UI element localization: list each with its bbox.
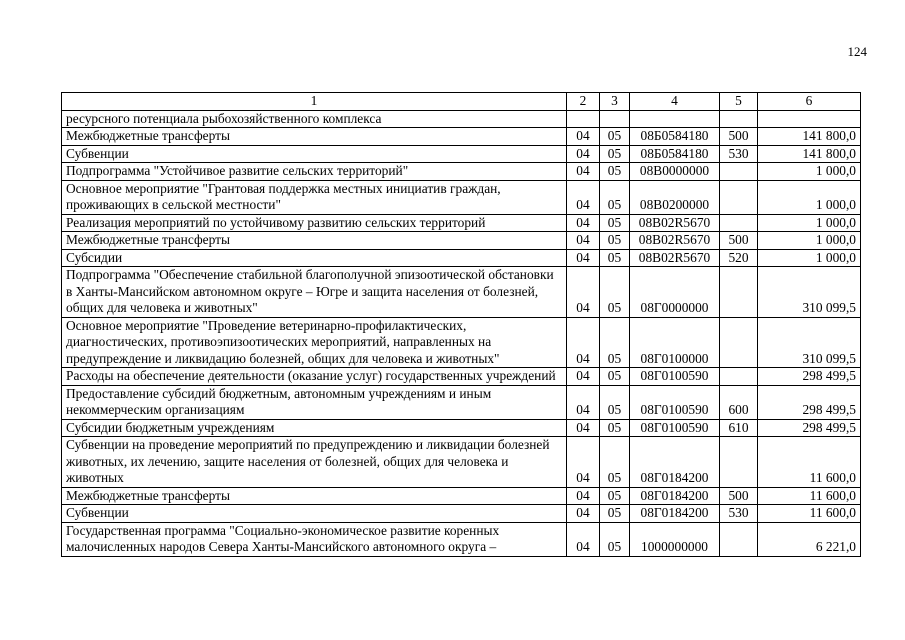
row-expense-type	[720, 317, 758, 368]
row-target-code: 08В0000000	[630, 163, 720, 181]
row-amount: 1 000,0	[758, 180, 861, 214]
row-name: ресурсного потенциала рыбохозяйственного комплекса	[62, 110, 567, 128]
row-subsection: 05	[600, 267, 630, 318]
row-expense-type	[720, 163, 758, 181]
row-amount: 1 000,0	[758, 232, 861, 250]
row-expense-type: 530	[720, 505, 758, 523]
row-subsection: 05	[600, 505, 630, 523]
row-section: 04	[567, 180, 600, 214]
row-section: 04	[567, 522, 600, 556]
row-name: Подпрограмма "Устойчивое развитие сельских территорий"	[62, 163, 567, 181]
row-target-code: 08Г0184200	[630, 437, 720, 488]
row-target-code: 08Г0184200	[630, 505, 720, 523]
row-amount: 298 499,5	[758, 419, 861, 437]
col-header-name: 1	[62, 93, 567, 111]
row-target-code: 08В02R5670	[630, 249, 720, 267]
row-name: Расходы на обеспечение деятельности (оказание услуг) государственных учреждений	[62, 368, 567, 386]
row-subsection	[600, 110, 630, 128]
row-amount: 6 221,0	[758, 522, 861, 556]
row-amount: 1 000,0	[758, 163, 861, 181]
row-target-code: 08Г0100590	[630, 419, 720, 437]
table-row	[62, 249, 861, 267]
row-section: 04	[567, 163, 600, 181]
row-name: Межбюджетные трансферты	[62, 128, 567, 146]
row-section: 04	[567, 317, 600, 368]
row-expense-type	[720, 522, 758, 556]
table-row	[62, 110, 861, 128]
col-header-target-code: 4	[630, 93, 720, 111]
row-expense-type	[720, 437, 758, 488]
row-amount: 141 800,0	[758, 128, 861, 146]
row-target-code	[630, 110, 720, 128]
row-amount: 1 000,0	[758, 214, 861, 232]
row-expense-type: 610	[720, 419, 758, 437]
row-section: 04	[567, 437, 600, 488]
table-row	[62, 128, 861, 146]
col-header-section: 2	[567, 93, 600, 111]
page-number: 124	[847, 44, 867, 59]
row-amount	[758, 110, 861, 128]
row-name: Субсидии	[62, 249, 567, 267]
row-section: 04	[567, 214, 600, 232]
row-name: Межбюджетные трансферты	[62, 232, 567, 250]
row-section: 04	[567, 267, 600, 318]
row-name: Государственная программа "Социально-экономическое развитие коренных малочисленных народов Севера Ханты-Мансийского автономного округа –	[62, 522, 567, 556]
row-name: Субсидии бюджетным учреждениям	[62, 419, 567, 437]
table-row	[62, 180, 861, 214]
row-amount: 310 099,5	[758, 317, 861, 368]
row-subsection: 05	[600, 163, 630, 181]
table-row	[62, 163, 861, 181]
row-target-code: 08Г0100590	[630, 385, 720, 419]
row-expense-type: 520	[720, 249, 758, 267]
row-expense-type: 500	[720, 232, 758, 250]
table-row	[62, 385, 861, 419]
row-target-code: 08Г0184200	[630, 487, 720, 505]
row-section: 04	[567, 385, 600, 419]
row-name: Предоставление субсидий бюджетным, автономным учреждениям и иным некоммерческим организациям	[62, 385, 567, 419]
row-amount: 1 000,0	[758, 249, 861, 267]
table-row	[62, 145, 861, 163]
row-subsection: 05	[600, 249, 630, 267]
row-target-code: 1000000000	[630, 522, 720, 556]
row-amount: 11 600,0	[758, 487, 861, 505]
table-row	[62, 368, 861, 386]
row-target-code: 08Г0100590	[630, 368, 720, 386]
row-expense-type: 500	[720, 487, 758, 505]
table-row	[62, 522, 861, 556]
row-subsection: 05	[600, 437, 630, 488]
row-subsection: 05	[600, 522, 630, 556]
row-target-code: 08Г0000000	[630, 267, 720, 318]
row-name: Реализация мероприятий по устойчивому развитию сельских территорий	[62, 214, 567, 232]
table-row	[62, 214, 861, 232]
row-section: 04	[567, 249, 600, 267]
table-row	[62, 267, 861, 318]
table-row	[62, 437, 861, 488]
row-target-code: 08Б0584180	[630, 145, 720, 163]
header-row	[62, 93, 861, 111]
table-row	[62, 232, 861, 250]
row-expense-type: 500	[720, 128, 758, 146]
row-expense-type: 530	[720, 145, 758, 163]
row-name: Основное мероприятие "Грантовая поддержка местных инициатив граждан, проживающих в сельской местности"	[62, 180, 567, 214]
row-section	[567, 110, 600, 128]
table-row	[62, 487, 861, 505]
row-expense-type	[720, 214, 758, 232]
row-amount: 298 499,5	[758, 368, 861, 386]
row-section: 04	[567, 232, 600, 250]
row-expense-type	[720, 267, 758, 318]
row-subsection: 05	[600, 487, 630, 505]
row-amount: 141 800,0	[758, 145, 861, 163]
row-target-code: 08В0200000	[630, 180, 720, 214]
row-subsection: 05	[600, 214, 630, 232]
row-amount: 11 600,0	[758, 437, 861, 488]
row-expense-type: 600	[720, 385, 758, 419]
table-body	[62, 110, 861, 556]
budget-table	[61, 92, 861, 557]
row-subsection: 05	[600, 232, 630, 250]
row-subsection: 05	[600, 385, 630, 419]
row-subsection: 05	[600, 180, 630, 214]
col-header-expense-type: 5	[720, 93, 758, 111]
row-subsection: 05	[600, 317, 630, 368]
row-subsection: 05	[600, 128, 630, 146]
row-subsection: 05	[600, 419, 630, 437]
row-name: Основное мероприятие "Проведение ветеринарно-профилактических, диагностических, противоэпизоотических мероприятий, направленных на предупреждение и ликвидацию болезней, общих для человека и животных"	[62, 317, 567, 368]
row-name: Межбюджетные трансферты	[62, 487, 567, 505]
row-section: 04	[567, 368, 600, 386]
table-row	[62, 317, 861, 368]
row-expense-type	[720, 180, 758, 214]
row-target-code: 08В02R5670	[630, 214, 720, 232]
col-header-subsection: 3	[600, 93, 630, 111]
table-row	[62, 505, 861, 523]
table-row	[62, 419, 861, 437]
row-section: 04	[567, 419, 600, 437]
row-name: Субвенции на проведение мероприятий по предупреждению и ликвидации болезней животных, их лечению, защите населения от болезней, общих для человека и животных	[62, 437, 567, 488]
row-section: 04	[567, 145, 600, 163]
row-target-code: 08Б0584180	[630, 128, 720, 146]
row-amount: 298 499,5	[758, 385, 861, 419]
row-expense-type	[720, 110, 758, 128]
row-amount: 11 600,0	[758, 505, 861, 523]
row-amount: 310 099,5	[758, 267, 861, 318]
row-section: 04	[567, 128, 600, 146]
row-expense-type	[720, 368, 758, 386]
row-target-code: 08В02R5670	[630, 232, 720, 250]
row-subsection: 05	[600, 368, 630, 386]
row-target-code: 08Г0100000	[630, 317, 720, 368]
row-subsection: 05	[600, 145, 630, 163]
row-name: Субвенции	[62, 505, 567, 523]
row-name: Подпрограмма "Обеспечение стабильной благополучной эпизоотической обстановки в Ханты-Мансийском автономном округе – Югре и защита населения от болезней, общих для человека и животных"	[62, 267, 567, 318]
col-header-amount: 6	[758, 93, 861, 111]
row-section: 04	[567, 487, 600, 505]
row-name: Субвенции	[62, 145, 567, 163]
row-section: 04	[567, 505, 600, 523]
